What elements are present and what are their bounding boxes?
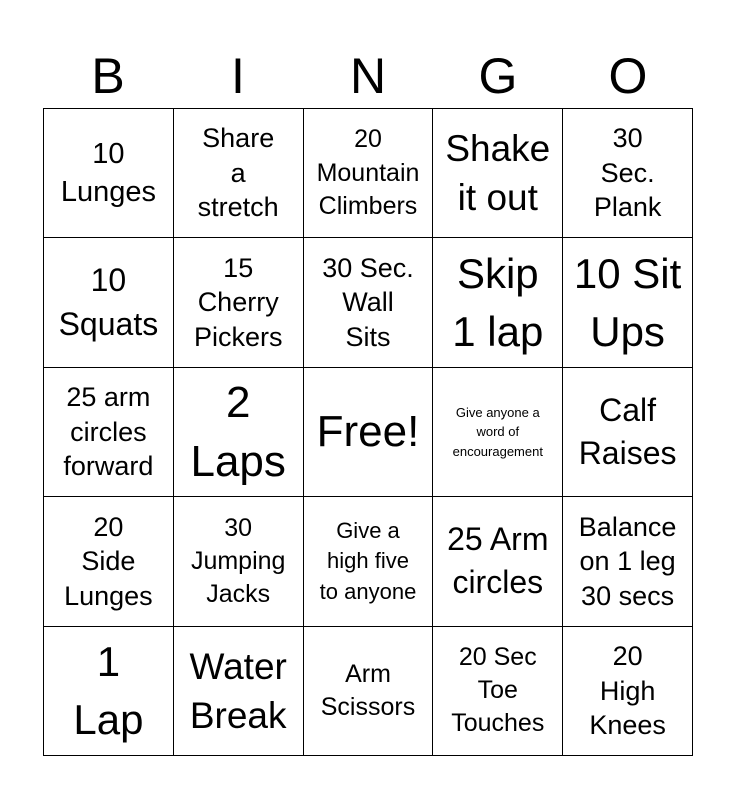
header-letter-b: B (91, 48, 125, 104)
bingo-cell-r3-c2 (174, 368, 304, 497)
cell-label: Balance on 1 leg 30 secs (578, 511, 677, 611)
header-letter-o: O (608, 48, 648, 104)
bingo-cell-r4-c1 (44, 497, 174, 626)
bingo-cell-r5-c2 (174, 627, 304, 756)
cell-label: Share a stretch (197, 123, 279, 223)
cell-label: 2 Laps (190, 377, 286, 486)
cell-label: 1 Lap (73, 637, 144, 743)
cell-label: Arm Scissors (320, 659, 416, 721)
bingo-cell-r4-c2 (174, 497, 304, 626)
bingo-cell-r2-c4 (433, 238, 563, 367)
cell-label: Give anyone a word of encouragement (452, 404, 543, 459)
bingo-cell-r2-c5 (563, 238, 693, 367)
cell-label: Calf Raises (578, 391, 677, 471)
bingo-cell-r5-c1 (44, 627, 174, 756)
cell-label: 20 Sec Toe Touches (451, 642, 545, 738)
bingo-cell-r1-c2 (174, 109, 304, 238)
header-letter-g: G (478, 48, 518, 104)
bingo-cell-r1-c4 (433, 109, 563, 238)
bingo-cell-r2-c3 (304, 238, 434, 367)
bingo-cell-r2-c1 (44, 238, 174, 367)
bingo-cell-r2-c2 (174, 238, 304, 367)
bingo-cell-r1-c1 (44, 109, 174, 238)
cell-label: 10 Lunges (60, 137, 156, 209)
bingo-cell-r1-c3 (304, 109, 434, 238)
header-letter-n: N (349, 48, 387, 104)
bingo-cell-r4-c4 (433, 497, 563, 626)
cell-label: Skip 1 lap (452, 249, 544, 355)
cell-label: 30 Sec. Wall Sits (322, 252, 414, 352)
cell-label: 25 Arm circles (447, 521, 549, 601)
bingo-cell-r5-c3 (304, 627, 434, 756)
cell-label: 30 Jumping Jacks (190, 513, 286, 609)
cell-label: Water Break (189, 645, 287, 736)
cell-label: Give a high five to anyone (319, 517, 417, 604)
cell-label: 30 Sec. Plank (593, 123, 662, 223)
bingo-cell-r4-c3 (304, 497, 434, 626)
bingo-cell-r3-c5 (563, 368, 693, 497)
bingo-cell-r4-c5 (563, 497, 693, 626)
bingo-cell-r3-c3 (304, 368, 434, 497)
cell-label: Free! (316, 407, 420, 457)
cell-label: 20 High Knees (589, 640, 666, 741)
cell-label: 25 arm circles forward (63, 382, 154, 482)
bingo-cell-r3-c4 (433, 368, 563, 497)
cell-label: 10 Squats (58, 262, 159, 342)
cell-label: Shake it out (445, 127, 551, 219)
cell-label: 20 Mountain Climbers (316, 125, 420, 220)
bingo-cell-r1-c5 (563, 109, 693, 238)
bingo-cell-r3-c1 (44, 368, 174, 497)
bingo-board (43, 108, 693, 756)
cell-label: 20 Side Lunges (64, 511, 153, 611)
header-letter-i: I (231, 48, 245, 104)
cell-label: 10 Sit Ups (573, 249, 682, 355)
bingo-cell-r5-c5 (563, 627, 693, 756)
bingo-header (43, 44, 693, 108)
bingo-cell-r5-c4 (433, 627, 563, 756)
cell-label: 15 Cherry Pickers (193, 252, 283, 352)
